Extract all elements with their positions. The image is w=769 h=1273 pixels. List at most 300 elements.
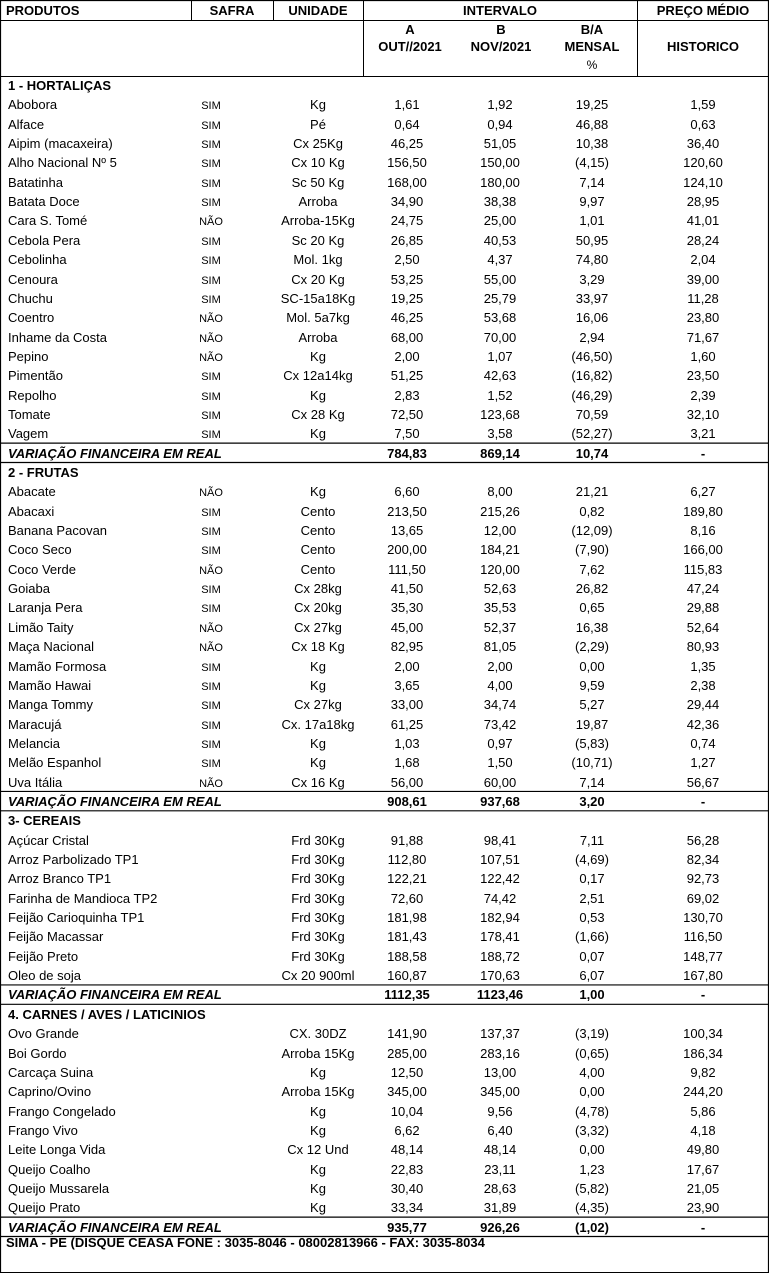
value-historico: 116,50: [683, 929, 723, 945]
safra-value: NÃO: [199, 777, 223, 790]
value-historico: 36,40: [686, 136, 720, 152]
value-a: 72,60: [390, 890, 424, 906]
value-historico: 124,10: [683, 174, 723, 190]
value-b: 1,50: [487, 755, 513, 771]
product-name: Farinha de Mandioca TP2: [8, 890, 158, 906]
value-historico: 5,86: [690, 1103, 716, 1119]
value-b: 31,89: [483, 1200, 517, 1216]
safra-value: SIM: [201, 719, 221, 732]
value-historico: 29,44: [686, 697, 720, 713]
total-ba: 10,74: [575, 445, 609, 461]
unit-value: Kg: [310, 1064, 326, 1080]
product-name: Chuchu: [8, 290, 53, 306]
product-name: Maça Nacional: [8, 639, 94, 655]
value-historico: 41,01: [686, 213, 720, 229]
value-a: 285,00: [387, 1045, 427, 1061]
value-ba: (5,83): [575, 735, 609, 751]
product-name: Batatinha: [8, 174, 63, 190]
value-a: 72,50: [390, 406, 424, 422]
value-b: 28,63: [483, 1180, 517, 1196]
value-ba: 7,14: [579, 774, 605, 790]
value-ba: (1,66): [575, 929, 609, 945]
product-name: Laranja Pera: [8, 600, 83, 616]
value-a: 6,60: [394, 484, 420, 500]
safra-value: SIM: [201, 603, 221, 616]
value-historico: 2,39: [690, 387, 716, 403]
value-ba: 0,17: [579, 871, 605, 887]
section-title: 4. CARNES / AVES / LATICINIOS: [8, 1006, 206, 1022]
value-historico: 189,80: [683, 503, 723, 519]
value-historico: 0,74: [690, 735, 716, 751]
value-ba: 5,27: [579, 697, 605, 713]
product-name: Mamão Hawai: [8, 677, 92, 693]
unit-value: Kg: [310, 1122, 326, 1138]
value-a: 22,83: [390, 1161, 424, 1177]
product-name: Uva Itália: [8, 774, 63, 790]
value-ba: 26,82: [575, 581, 609, 597]
unit-value: Kg: [310, 1180, 326, 1196]
value-historico: 71,67: [686, 329, 720, 345]
value-ba: 2,51: [579, 890, 605, 906]
unit-value: Frd 30Kg: [291, 871, 345, 887]
product-name: Cara S. Tomé: [8, 213, 88, 229]
value-historico: 47,24: [686, 581, 720, 597]
safra-value: SIM: [201, 409, 221, 422]
value-b: 48,14: [483, 1142, 517, 1158]
value-a: 160,87: [387, 968, 427, 984]
value-a: 82,95: [390, 639, 424, 655]
safra-value: SIM: [201, 526, 221, 539]
value-historico: 130,70: [683, 910, 723, 926]
value-a: 3,65: [394, 677, 420, 693]
unit-value: Cento: [300, 503, 336, 519]
value-historico: 2,04: [690, 252, 716, 268]
value-ba: (7,90): [575, 542, 609, 558]
product-name: Coco Verde: [8, 561, 76, 577]
value-a: 51,25: [390, 368, 424, 384]
value-ba: 16,06: [575, 310, 609, 326]
header-col-a-period: OUT//2021: [378, 39, 442, 54]
value-historico: 9,82: [690, 1064, 716, 1080]
unit-value: Kg: [310, 677, 326, 693]
header-preco-medio: PREÇO MÉDIO: [656, 3, 750, 18]
value-ba: (5,82): [575, 1180, 609, 1196]
product-name: Cebolinha: [8, 252, 67, 268]
unit-value: Cx 28 Kg: [291, 406, 345, 422]
value-historico: 186,34: [683, 1045, 723, 1061]
product-name: Leite Longa Vida: [8, 1142, 106, 1158]
value-a: 68,00: [390, 329, 424, 345]
value-a: 6,62: [394, 1122, 420, 1138]
value-ba: 0,82: [579, 503, 605, 519]
value-b: 107,51: [480, 852, 520, 867]
value-historico: 148,77: [683, 948, 723, 964]
value-ba: 16,38: [575, 619, 609, 635]
value-ba: (4,69): [575, 852, 609, 867]
value-historico: 8,16: [690, 523, 716, 539]
value-historico: 167,80: [683, 968, 723, 984]
value-a: 91,88: [390, 832, 424, 848]
total-label: VARIAÇÃO FINANCEIRA EM REAL: [8, 793, 222, 809]
value-historico: 28,95: [686, 194, 720, 210]
value-b: 52,37: [483, 619, 517, 635]
total-a: 935,77: [387, 1219, 427, 1235]
unit-value: Arroba: [298, 194, 338, 210]
unit-value: Cx 20 900ml: [281, 968, 355, 984]
value-ba: (12,09): [571, 523, 613, 539]
product-name: Frango Vivo: [8, 1122, 78, 1138]
product-name: Carcaça Suina: [8, 1064, 94, 1080]
safra-value: SIM: [201, 429, 221, 442]
safra-value: SIM: [201, 545, 221, 558]
safra-value: SIM: [201, 390, 221, 403]
unit-value: Cx 20kg: [294, 600, 342, 616]
value-b: 122,42: [480, 871, 520, 887]
value-ba: (46,50): [571, 348, 613, 364]
safra-value: SIM: [201, 506, 221, 519]
product-name: Abobora: [8, 97, 58, 113]
value-a: 19,25: [390, 290, 424, 306]
section-title: 1 - HORTALIÇAS: [8, 78, 112, 93]
safra-value: SIM: [201, 100, 221, 113]
product-name: Batata Doce: [8, 194, 80, 210]
safra-value: SIM: [201, 293, 221, 306]
unit-value: Cx 27kg: [294, 697, 342, 713]
value-a: 111,50: [388, 561, 426, 577]
value-b: 3,58: [487, 426, 513, 442]
value-historico: 2,38: [690, 677, 716, 693]
value-historico: 23,90: [686, 1200, 720, 1216]
product-name: Ovo Grande: [8, 1026, 79, 1042]
value-ba: 7,62: [579, 561, 605, 577]
value-ba: 4,00: [579, 1064, 605, 1080]
value-b: 53,68: [483, 310, 517, 326]
header-col-ba-3: %: [586, 58, 598, 72]
unit-value: Arroba-15Kg: [281, 213, 355, 229]
value-b: 1,07: [487, 348, 513, 364]
product-name: Feijão Carioquinha TP1: [8, 910, 145, 926]
unit-value: Frd 30Kg: [291, 929, 345, 945]
value-a: 0,64: [394, 116, 420, 132]
value-a: 24,75: [390, 213, 424, 229]
value-b: 9,56: [487, 1103, 513, 1119]
value-b: 73,42: [483, 716, 517, 732]
product-name: Abacate: [8, 484, 56, 500]
value-historico: 1,27: [690, 755, 716, 771]
value-b: 4,00: [487, 677, 513, 693]
value-historico: 1,59: [690, 97, 716, 113]
value-ba: 19,25: [575, 97, 609, 113]
product-name: Feijão Preto: [8, 948, 79, 964]
unit-value: Cx 25Kg: [293, 136, 343, 152]
product-name: Manga Tommy: [8, 697, 94, 713]
value-ba: (16,82): [571, 368, 613, 384]
product-name: Cenoura: [8, 271, 58, 287]
product-name: Banana Pacovan: [8, 523, 108, 539]
value-b: 74,42: [483, 890, 517, 906]
value-historico: 120,60: [683, 155, 723, 171]
value-historico: 32,10: [686, 406, 720, 422]
value-b: 98,41: [483, 832, 517, 848]
value-a: 1,61: [394, 97, 420, 113]
value-b: 283,16: [480, 1045, 520, 1061]
product-name: Queijo Coalho: [8, 1161, 91, 1177]
safra-value: SIM: [201, 139, 221, 152]
value-historico: 23,80: [686, 310, 720, 326]
total-b: 1123,46: [476, 987, 524, 1003]
value-ba: 0,00: [579, 1084, 605, 1100]
value-ba: 0,65: [579, 600, 605, 616]
unit-value: Kg: [310, 484, 326, 500]
value-historico: 82,34: [686, 852, 720, 867]
value-a: 45,00: [390, 619, 424, 635]
product-name: Cebola Pera: [8, 232, 81, 248]
product-name: Repolho: [8, 387, 57, 403]
unit-value: Cx 12 Und: [287, 1142, 349, 1158]
section-title: 2 - FRUTAS: [8, 465, 79, 480]
value-b: 150,00: [480, 155, 520, 171]
safra-value: SIM: [201, 758, 221, 771]
product-name: Açúcar Cristal: [8, 832, 89, 848]
product-name: Inhame da Costa: [8, 329, 108, 345]
product-name: Mamão Formosa: [8, 658, 107, 674]
unit-value: Arroba: [298, 329, 338, 345]
unit-value: Cx 18 Kg: [291, 639, 345, 655]
unit-value: Kg: [310, 97, 326, 113]
safra-value: SIM: [201, 274, 221, 287]
value-historico: 0,63: [690, 116, 716, 132]
unit-value: Pé: [310, 116, 326, 132]
value-ba: 70,59: [575, 406, 609, 422]
value-b: 40,53: [483, 232, 517, 248]
value-a: 345,00: [387, 1084, 427, 1100]
value-b: 120,00: [480, 561, 520, 577]
value-b: 6,40: [487, 1122, 513, 1138]
value-b: 180,00: [480, 174, 520, 190]
value-ba: 0,00: [579, 658, 605, 674]
value-ba: 1,23: [579, 1161, 605, 1177]
value-b: 60,00: [483, 774, 517, 790]
unit-value: Cx. 17a18kg: [281, 716, 355, 732]
product-name: Oleo de soja: [8, 968, 81, 984]
value-b: 123,68: [480, 406, 520, 422]
unit-value: Kg: [310, 735, 326, 751]
value-b: 51,05: [483, 136, 517, 152]
header-produtos: PRODUTOS: [6, 3, 80, 18]
product-name: Limão Taity: [8, 619, 74, 635]
value-b: 0,97: [487, 735, 513, 751]
value-ba: (4,35): [575, 1200, 609, 1216]
total-historico: -: [700, 987, 706, 1003]
value-a: 2,50: [394, 252, 420, 268]
value-b: 25,79: [483, 290, 517, 306]
product-name: Pepino: [8, 348, 49, 364]
total-historico: -: [700, 793, 706, 809]
safra-value: SIM: [201, 255, 221, 268]
value-a: 156,50: [387, 155, 427, 171]
unit-value: Arroba 15Kg: [281, 1084, 355, 1100]
value-a: 188,58: [387, 948, 427, 964]
value-b: 0,94: [487, 116, 513, 132]
value-ba: (10,71): [571, 755, 613, 771]
unit-value: Cx 27kg: [294, 619, 342, 635]
value-b: 215,26: [480, 503, 520, 519]
safra-value: SIM: [201, 661, 221, 674]
value-a: 41,50: [390, 581, 424, 597]
value-b: 25,00: [483, 213, 517, 229]
unit-value: Cx 10 Kg: [291, 155, 345, 171]
safra-value: NÃO: [199, 313, 223, 326]
product-name: Boi Gordo: [8, 1045, 67, 1061]
total-ba: 1,00: [579, 987, 605, 1003]
safra-value: SIM: [201, 177, 221, 190]
value-b: 1,92: [487, 97, 513, 113]
value-historico: 56,28: [686, 832, 720, 848]
value-b: 170,63: [480, 968, 520, 984]
total-label: VARIAÇÃO FINANCEIRA EM REAL: [8, 1219, 222, 1235]
safra-value: SIM: [201, 700, 221, 713]
safra-value: NÃO: [199, 622, 223, 635]
unit-value: Kg: [310, 755, 326, 771]
product-name: Maracujá: [8, 716, 62, 732]
value-ba: (0,65): [575, 1045, 609, 1061]
value-a: 213,50: [387, 503, 427, 519]
safra-value: SIM: [201, 584, 221, 597]
value-b: 34,74: [483, 697, 517, 713]
value-ba: 6,07: [579, 968, 605, 984]
unit-value: Frd 30Kg: [291, 890, 345, 906]
unit-value: Cx 28kg: [294, 581, 342, 597]
value-a: 2,00: [394, 658, 420, 674]
value-b: 70,00: [483, 329, 517, 345]
header-col-b-period: NOV/2021: [470, 39, 532, 54]
value-b: 2,00: [487, 658, 513, 674]
value-ba: 2,94: [579, 329, 605, 345]
value-a: 168,00: [387, 174, 427, 190]
header-unidade: UNIDADE: [288, 3, 348, 18]
total-historico: -: [700, 1219, 706, 1235]
unit-value: Kg: [310, 658, 326, 674]
value-b: 42,63: [483, 368, 517, 384]
value-ba: (3,19): [575, 1026, 609, 1042]
value-a: 46,25: [390, 136, 424, 152]
safra-value: SIM: [201, 158, 221, 171]
value-historico: 28,24: [686, 232, 720, 248]
value-b: 81,05: [483, 639, 517, 655]
value-a: 53,25: [390, 271, 424, 287]
value-b: 188,72: [480, 948, 520, 964]
value-ba: 74,80: [575, 252, 609, 268]
value-a: 141,90: [387, 1026, 427, 1042]
value-ba: (3,32): [575, 1122, 609, 1138]
unit-value: CX. 30DZ: [289, 1026, 347, 1042]
product-name: Alface: [8, 116, 45, 132]
value-a: 2,83: [394, 387, 420, 403]
unit-value: Cento: [300, 523, 336, 539]
value-ba: 0,53: [579, 910, 605, 926]
product-name: Arroz Parbolizado TP1: [8, 852, 139, 867]
header-col-ba-2: MENSAL: [564, 39, 620, 54]
unit-value: Kg: [310, 1161, 326, 1177]
header-historico: HISTORICO: [667, 39, 739, 54]
value-b: 182,94: [480, 910, 520, 926]
value-b: 12,00: [483, 523, 517, 539]
value-ba: 7,11: [579, 832, 605, 848]
total-b: 869,14: [480, 445, 520, 461]
value-historico: 21,05: [686, 1180, 720, 1196]
safra-value: NÃO: [199, 487, 223, 500]
value-historico: 4,18: [690, 1122, 716, 1138]
value-historico: 56,67: [686, 774, 720, 790]
value-historico: 115,83: [683, 561, 723, 577]
value-ba: 46,88: [575, 116, 609, 132]
unit-value: Cento: [300, 542, 336, 558]
unit-value: Sc 50 Kg: [291, 174, 345, 190]
total-historico: -: [700, 445, 706, 461]
unit-value: Mol. 1kg: [293, 252, 343, 268]
header-safra: SAFRA: [209, 3, 255, 18]
value-historico: 69,02: [686, 890, 720, 906]
value-ba: 0,00: [579, 1142, 605, 1158]
value-ba: (4,15): [575, 155, 609, 171]
value-a: 10,04: [390, 1103, 424, 1119]
product-name: Pimentão: [8, 368, 63, 384]
value-a: 46,25: [390, 310, 424, 326]
value-historico: 49,80: [686, 1142, 720, 1158]
value-a: 181,43: [387, 929, 427, 945]
value-historico: 6,27: [690, 484, 716, 500]
value-ba: 33,97: [575, 290, 609, 306]
unit-value: Cento: [300, 561, 336, 577]
unit-value: Kg: [310, 387, 326, 403]
value-a: 61,25: [390, 716, 424, 732]
value-ba: 10,38: [575, 136, 609, 152]
value-a: 34,90: [390, 194, 424, 210]
total-b: 937,68: [480, 793, 520, 809]
unit-value: Kg: [310, 426, 326, 442]
value-a: 1,03: [394, 735, 420, 751]
value-b: 4,37: [487, 252, 513, 268]
unit-value: Cx 12a14kg: [283, 368, 353, 384]
total-a: 908,61: [387, 793, 427, 809]
product-name: Aipim (macaxeira): [8, 136, 113, 152]
product-name: Melão Espanhol: [8, 755, 102, 771]
value-ba: 7,14: [579, 174, 605, 190]
value-ba: 9,59: [579, 677, 605, 693]
value-b: 137,37: [480, 1026, 520, 1042]
value-ba: 0,07: [579, 948, 605, 964]
product-name: Vagem: [8, 426, 49, 442]
value-ba: 9,97: [579, 194, 605, 210]
unit-value: Cx 16 Kg: [291, 774, 345, 790]
value-ba: 3,29: [579, 271, 605, 287]
unit-value: Sc 20 Kg: [291, 232, 345, 248]
value-b: 178,41: [480, 929, 520, 945]
value-a: 35,30: [390, 600, 424, 616]
total-label: VARIAÇÃO FINANCEIRA EM REAL: [8, 445, 222, 461]
value-a: 13,65: [390, 523, 424, 539]
unit-value: Frd 30Kg: [291, 832, 345, 848]
header-col-a-letter: A: [405, 22, 415, 37]
safra-value: NÃO: [199, 351, 223, 364]
product-name: Alho Nacional Nº 5: [8, 155, 117, 171]
unit-value: Kg: [310, 1200, 326, 1216]
value-historico: 166,00: [683, 542, 723, 558]
safra-value: NÃO: [199, 642, 223, 655]
value-ba: 50,95: [575, 232, 609, 248]
safra-value: SIM: [201, 371, 221, 384]
footer-contact: SIMA - PE (DISQUE CEASA FONE : 3035-8046 - 08002813966 - FAX: 3035-8034: [6, 1235, 485, 1250]
